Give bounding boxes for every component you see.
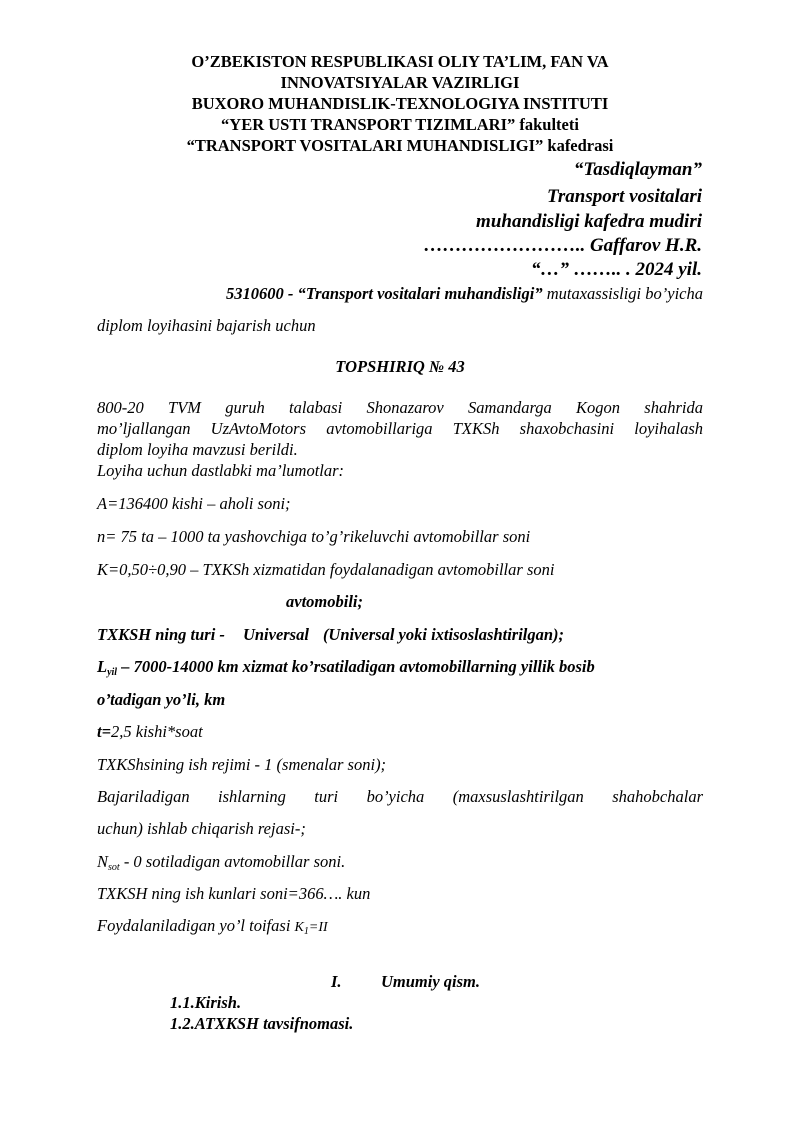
department-suffix: kafedrasi [543, 136, 614, 155]
faculty-suffix: fakulteti [515, 115, 579, 134]
road-k-subscript: 1 [303, 926, 309, 937]
type-note: (Universal yoki ixtisoslashtirilgan); [322, 625, 565, 644]
department-title: “TRANSPORT VOSITALARI MUHANDISLIGI” [186, 136, 544, 155]
intro-dash: - [283, 284, 298, 303]
mileage-symbol: L [97, 657, 108, 676]
param-work-days: TXKSH ning ish kunlari soni=366…. kun [97, 884, 371, 903]
section-item: 1.2.ATXKSH tavsifnomasi. [170, 1014, 354, 1033]
faculty-title: “YER USTI TRANSPORT TIZIMLARI” [221, 115, 516, 134]
param-plan-line2: uchun) ishlab chiqarish rejasi-; [97, 819, 306, 838]
param-plan-line1: Bajariladigan ishlarning turi bo’yicha (maxsuslashtirilgan shahobchalar [97, 787, 703, 806]
section-number: I. [331, 972, 342, 991]
section-item: 1.1.Kirish. [170, 993, 242, 1012]
param-sold [97, 852, 345, 873]
road-category-label: Foydalaniladigan yo’l toifasi [97, 916, 295, 935]
initial-data-heading: Loyiha uchun dastlabki ma’lumotlar: [97, 461, 345, 480]
mileage-subscript: yil [107, 667, 118, 678]
specialty-name: “Transport vositalari muhandisligi” [297, 284, 543, 303]
time-value: 2,5 kishi*soat [111, 722, 203, 741]
road-k-value: =II [308, 920, 328, 935]
param-road-category [97, 916, 328, 937]
param-coefficient-cont: avtomobili; [286, 592, 363, 611]
param-work-mode: TXKShsining ish rejimi - 1 (smenalar soni); [97, 755, 387, 774]
approval-title: “Tasdiqlayman” [573, 159, 702, 180]
specialty-code: 5310600 [225, 284, 284, 303]
ministry-line2: INNOVATSIYALAR VAZIRLIGI [280, 73, 520, 92]
type-label: TXKSH ning turi - [97, 625, 225, 644]
param-coefficient: K=0,50÷0,90 – TXKSh xizmatidan foydalanadigan avtomobillar soni [97, 560, 555, 579]
approval-position-line2: muhandisligi kafedra mudiri [476, 211, 702, 232]
sold-text: - 0 sotiladigan avtomobillar soni. [119, 852, 346, 871]
assignment-line1: 800-20 TVM guruh talabasi Shonazarov Samandarga Kogon shahrida [97, 398, 703, 417]
intro-rest: mutaxassisligi bo’yicha [542, 284, 703, 303]
approval-position-line1: Transport vositalari [546, 186, 702, 207]
mileage-text: – 7000-14000 km xizmat ko’rsatiladigan avtomobillarning yillik bosib [117, 657, 595, 676]
institute-name: BUXORO MUHANDISLIK-TEXNOLOGIYA INSTITUTI [191, 94, 609, 113]
task-title: TOPSHIRIQ № 43 [335, 357, 465, 376]
assignment-line3: diplom loyiha mavzusi berildi. [97, 440, 298, 459]
param-time [97, 722, 203, 742]
assignment-line2: mo’ljallangan UzAvtoMotors avtomobillariga TXKSh shaxobchasini loyihalash [97, 419, 703, 438]
department-name [0, 136, 800, 155]
approval-signature: …………………….. Gaffarov H.R. [423, 235, 702, 256]
param-type [97, 625, 564, 645]
param-mileage [97, 657, 595, 678]
intro-line1 [97, 284, 703, 304]
type-value: Universal [242, 625, 309, 644]
approval-date: “…” …….. . 2024 yil. [531, 259, 702, 280]
road-k-symbol: K [294, 920, 304, 935]
sold-subscript: sot [108, 862, 120, 873]
time-label: t= [97, 722, 111, 741]
intro-line2: diplom loyihasini bajarish uchun [97, 316, 316, 335]
ministry-line1: O’ZBEKISTON RESPUBLIKASI OLIY TA’LIM, FAN VA [191, 52, 609, 71]
faculty-name [0, 115, 800, 134]
param-population: A=136400 kishi – aholi soni; [97, 494, 291, 513]
sold-symbol: N [97, 852, 109, 871]
param-cars: n= 75 ta – 1000 ta yashovchiga to’g’rikeluvchi avtomobillar soni [97, 527, 531, 546]
param-mileage-cont: o’tadigan yo’li, km [97, 690, 226, 709]
section-title: Umumiy qism. [381, 972, 481, 991]
